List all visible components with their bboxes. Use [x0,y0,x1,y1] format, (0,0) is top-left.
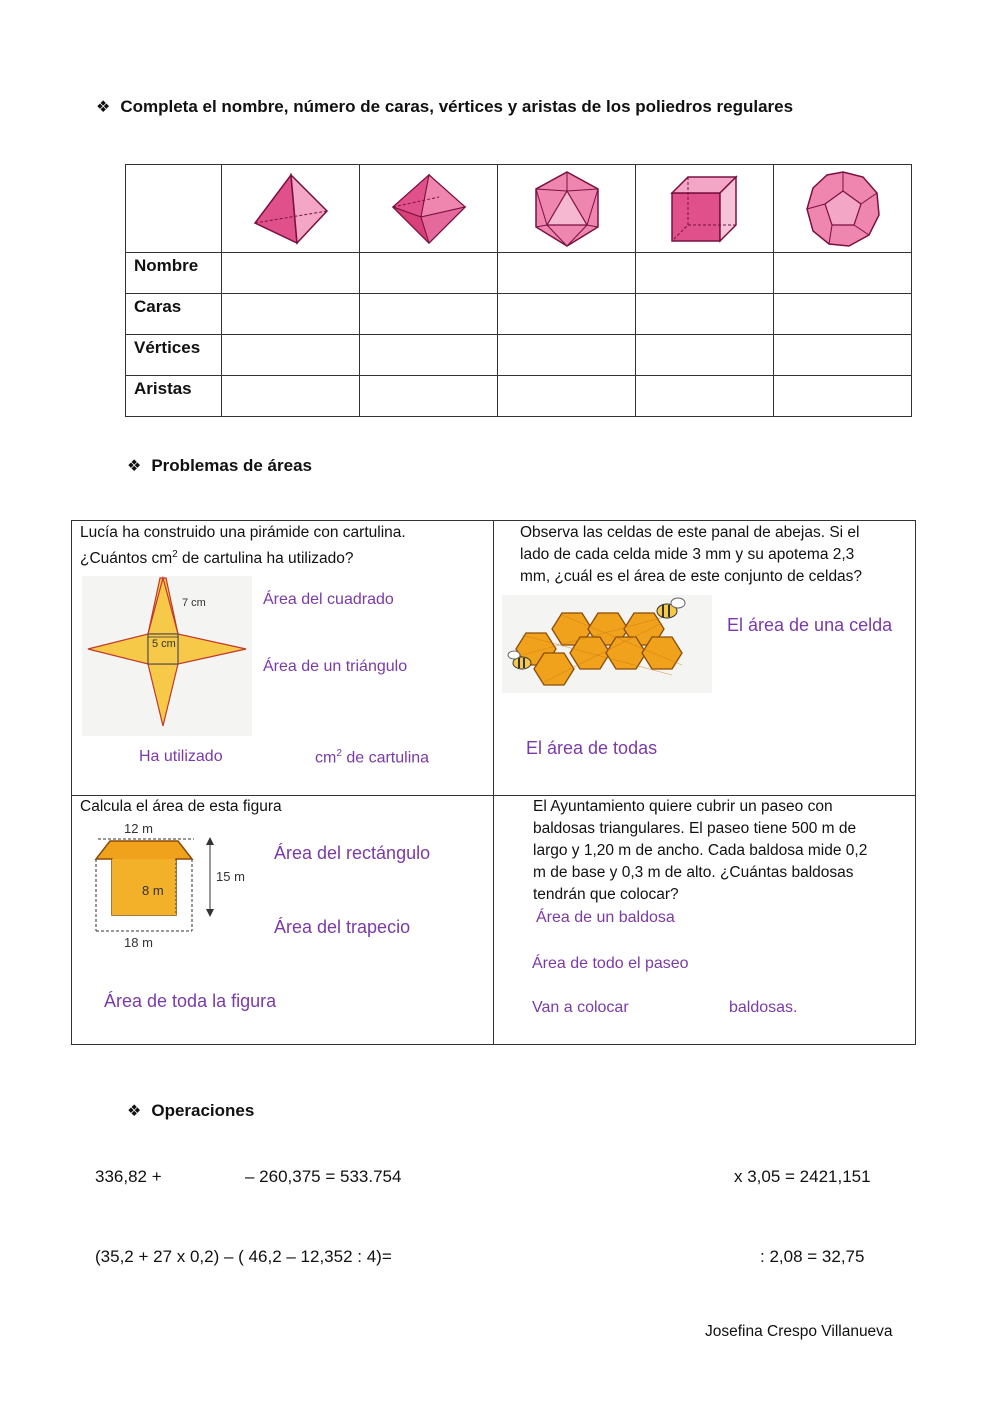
footer-author: Josefina Crespo Villanueva [705,1323,893,1340]
answer-cell[interactable] [498,376,636,417]
bullet-icon: ❖ [96,97,111,116]
bullet-icon: ❖ [127,1101,142,1120]
problem-3-text: Calcula el área de esta figura [80,798,282,815]
pyramid-net-figure [82,576,252,736]
q-area-triangulo: Área de un triángulo [263,658,408,675]
cube-icon [668,173,742,245]
octahedron-icon [387,171,471,247]
q-area-todas: El área de todas [526,738,658,758]
answer-cell[interactable] [222,376,360,417]
answer-cell[interactable] [498,335,636,376]
bullet-icon: ❖ [127,456,142,475]
shape-cell-1 [222,165,360,253]
answer-cell[interactable] [774,253,912,294]
q-area-trapecio: Área del trapecio [274,917,411,937]
row-label: Nombre [126,253,222,294]
answer-cell[interactable] [222,294,360,335]
answer-cell[interactable] [360,335,498,376]
answer-cell[interactable] [774,335,912,376]
dim-label: 7 cm [182,597,206,609]
row-label: Vértices [126,335,222,376]
svg-text:15 m: 15 m [216,869,245,884]
house-shape-figure [90,819,270,951]
row-label: Caras [126,294,222,335]
svg-text:8 m: 8 m [142,883,164,898]
answer-cell[interactable] [360,376,498,417]
row-label: Aristas [126,376,222,417]
svg-text:12 m: 12 m [124,821,153,836]
row-aristas [126,376,912,417]
polyhedra-table [125,164,912,417]
area-problems-grid [71,520,916,1045]
q-area-toda-figura: Área de toda la figura [104,991,277,1011]
shape-cell-2 [360,165,498,253]
answer-cell[interactable] [774,294,912,335]
q-van-a-colocar: Van a colocar [532,999,629,1016]
q-baldosas: baldosas. [729,999,798,1016]
shape-cell-4 [636,165,774,253]
q-area-paseo: Área de todo el paseo [532,955,689,972]
row-caras [126,294,912,335]
operation-4: : 2,08 = 32,75 [760,1247,865,1266]
shape-cell-5 [774,165,912,253]
operation-1b: – 260,375 = 533.754 [245,1167,402,1186]
answer-cell[interactable] [498,253,636,294]
operation-1a: 336,82 + [95,1167,162,1186]
q-cm2-cartulina: $cm^2$ de cartulina [315,748,430,767]
dim-label: 5 cm [152,638,176,650]
row-nombre [126,253,912,294]
dodecahedron-icon [803,169,883,249]
q-area-celda: El área de una celda [727,615,893,635]
divider [493,521,494,1044]
answer-cell[interactable] [636,294,774,335]
answer-cell[interactable] [636,376,774,417]
tetrahedron-icon [251,171,331,247]
answer-cell[interactable] [360,294,498,335]
section-heading-poliedros: ❖ Completa el nombre, número de caras, vértices y aristas de los poliedros regulares [96,97,794,116]
operation-3: (35,2 + 27 x 0,2) – ( 46,2 – 12,352 : 4)= [95,1247,392,1266]
problem-1-text: Lucía ha construido una pirámide con cartulina. ¿Cuántos $cm^2$ de cartulina ha utilizado? [80,524,406,568]
q-area-rectangulo: Área del rectángulo [274,843,431,863]
answer-cell[interactable] [360,253,498,294]
section-heading-operaciones: ❖ Operaciones [127,1101,255,1120]
operation-2: x 3,05 = 2421,151 [734,1167,871,1186]
answer-cell[interactable] [222,253,360,294]
answer-cell[interactable] [774,376,912,417]
shape-row [126,165,912,253]
row-vertices [126,335,912,376]
icosahedron-icon [527,169,607,249]
shape-cell-3 [498,165,636,253]
answer-cell[interactable] [498,294,636,335]
q-area-baldosa: Área de un baldosa [536,909,675,926]
q-ha-utilizado: Ha utilizado [139,748,223,765]
problem-4-text: El Ayuntamiento quiere cubrir un paseo con baldosas triangulares. El paseo tiene 500 m de largo y 1,20 m de ancho. Cada baldosa mide 0,2 m de base y 0,3 m de alto. ¿Cuántas baldosas tendrán que colocar? [533,798,868,903]
answer-cell[interactable] [222,335,360,376]
problem-2-text: Observa las celdas de este panal de abejas. Si el lado de cada celda mide 3 mm y su apotema 2,3 mm, ¿cuál es el área de este conjunto de celdas? [520,524,863,585]
honeycomb-figure [502,595,712,693]
empty-header-cell [126,165,222,253]
svg-text:18 m: 18 m [124,935,153,950]
answer-cell[interactable] [636,253,774,294]
q-area-cuadrado: Área del cuadrado [263,591,394,608]
answer-cell[interactable] [636,335,774,376]
section-heading-areas: ❖ Problemas de áreas [127,456,312,475]
